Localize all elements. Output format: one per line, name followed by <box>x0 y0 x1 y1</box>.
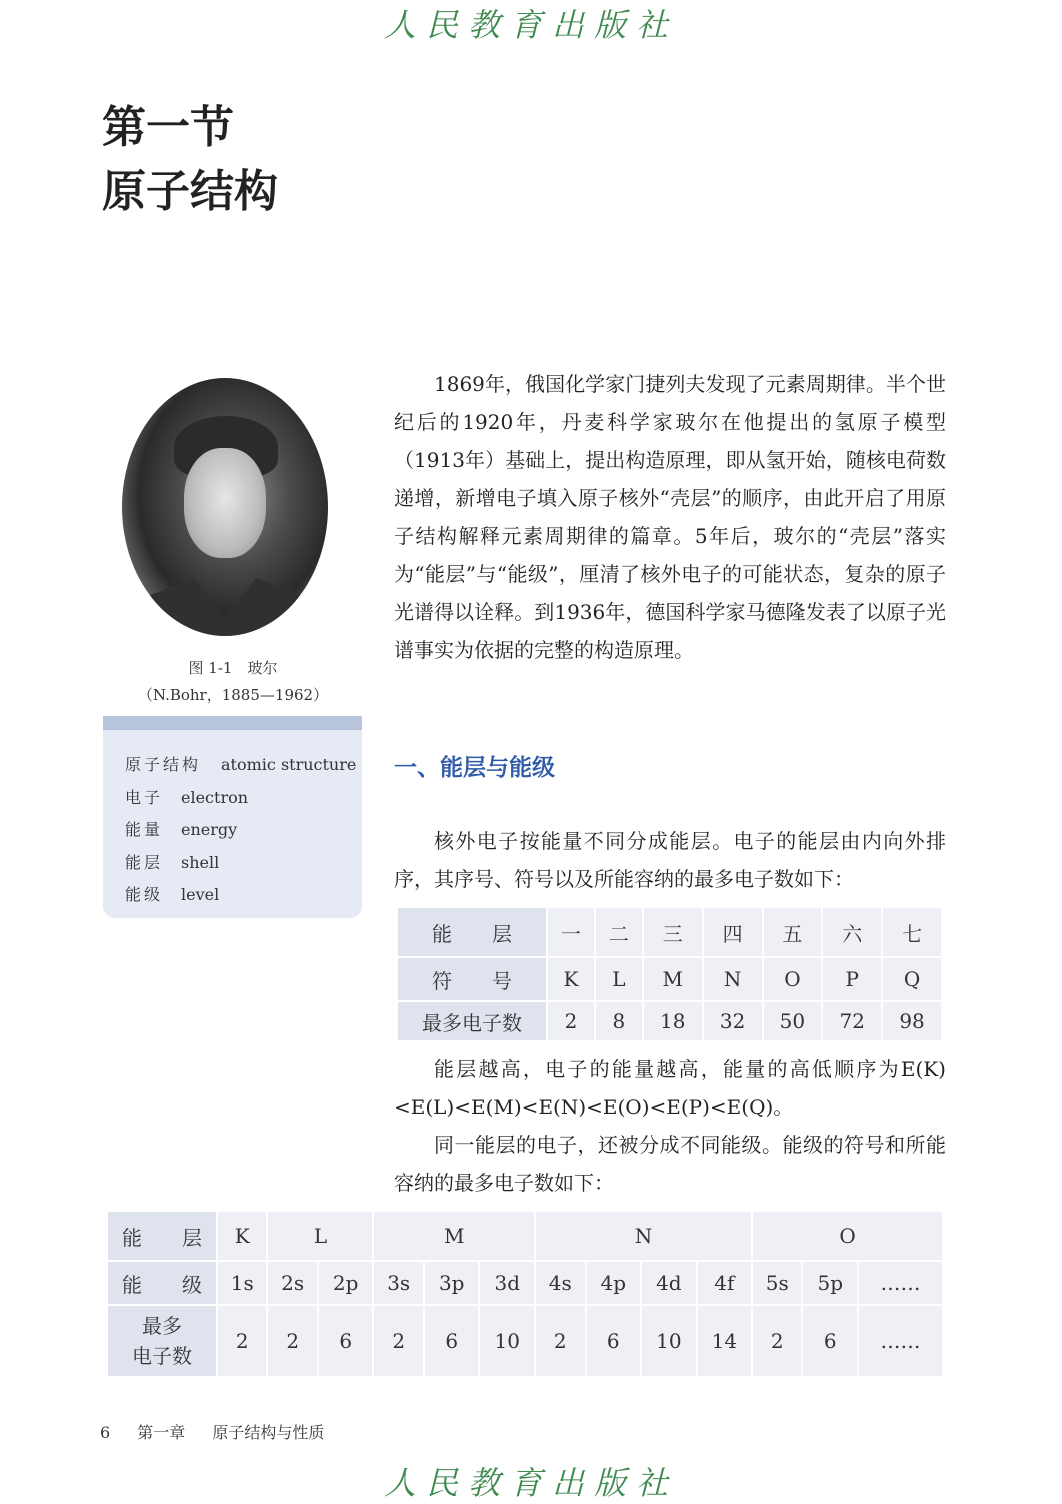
vocab-en: energy <box>181 820 238 839</box>
vocab-zh: 能级 <box>125 885 164 904</box>
table-cell: 四 <box>703 907 763 957</box>
shell-cell: M <box>373 1211 535 1261</box>
table-row <box>397 907 942 957</box>
table-cell: Q <box>882 957 942 1001</box>
max-cell: …… <box>858 1305 943 1377</box>
row-label: 最多电子数 <box>397 1001 547 1041</box>
vocab-item <box>125 850 219 873</box>
table-cell: 32 <box>703 1001 763 1041</box>
vocab-en: atomic structure <box>221 755 357 774</box>
table-row <box>107 1305 943 1377</box>
vocab-item <box>125 752 356 775</box>
vocab-zh: 能层 <box>125 853 164 872</box>
table-cell: 六 <box>822 907 882 957</box>
sublevel-text: 同一能层的电子，还被分成不同能级。能级的符号和所能容纳的最多电子数如下： <box>394 1133 946 1195</box>
row-label-line: 最多 <box>142 1314 182 1338</box>
level-cell: 1s <box>217 1261 267 1305</box>
portrait-face <box>184 448 266 558</box>
max-cell: 6 <box>318 1305 374 1377</box>
table-cell: K <box>547 957 595 1001</box>
level-cell: 4p <box>586 1261 642 1305</box>
page-footer <box>100 1420 346 1443</box>
table-cell: 五 <box>763 907 823 957</box>
row-label: 能 层 <box>107 1211 217 1261</box>
level-cell: 2p <box>318 1261 374 1305</box>
vocab-item <box>125 882 219 905</box>
table-cell: 二 <box>595 907 643 957</box>
portrait-coat <box>122 578 328 636</box>
table-cell: 18 <box>643 1001 703 1041</box>
table-row <box>397 1001 942 1041</box>
level-cell: 4f <box>697 1261 752 1305</box>
level-cell: 2s <box>267 1261 317 1305</box>
table-cell: M <box>643 957 703 1001</box>
section-number: 第一节 <box>102 102 234 153</box>
energy-order-text: 能层越高，电子的能量越高，能量的高低顺序为E(K)<E(L)<E(M)<E(N)<E(O)<E(P)<E(Q)。 <box>394 1057 946 1119</box>
publisher-logo-top: 人民教育出版社 <box>383 6 678 44</box>
bohr-portrait <box>122 378 328 636</box>
row-label <box>107 1305 217 1377</box>
intro-text: 1869年，俄国化学家门捷列夫发现了元素周期律。半个世纪后的1920年，丹麦科学家玻尔在他提出的氢原子模型（1913年）基础上，提出构造原理，即从氢开始，随核电荷数递增，新增电子填入原子核外“壳层”的顺序，由此开启了用原子结构解释元素周期律的篇章。5年后，玻尔的“壳层”落实为“能层”与“能级”，厘清了核外电子的可能状态，复杂的原子光谱得以诠释。到1936年，德国科学家马德隆发表了以原子光谱事实为依据的完整的构造原理。 <box>394 372 946 662</box>
max-cell: 2 <box>752 1305 802 1377</box>
table-cell: 50 <box>763 1001 823 1041</box>
row-label: 符 号 <box>397 957 547 1001</box>
table-row <box>107 1261 943 1305</box>
shell-cell: K <box>217 1211 267 1261</box>
level-cell: 5p <box>802 1261 858 1305</box>
publisher-logo-bottom: 人民教育出版社 <box>383 1464 678 1502</box>
vocab-en: electron <box>181 788 249 807</box>
max-cell: 2 <box>373 1305 423 1377</box>
table-cell: P <box>822 957 882 1001</box>
max-cell: 2 <box>267 1305 317 1377</box>
section-title: 原子结构 <box>102 166 278 217</box>
row-label-line: 电子数 <box>132 1344 192 1368</box>
max-cell: 6 <box>424 1305 480 1377</box>
vocab-en: level <box>181 885 220 904</box>
row-label: 能 级 <box>107 1261 217 1305</box>
vocab-en: shell <box>181 853 220 872</box>
level-cell: 3p <box>424 1261 480 1305</box>
table-cell: 72 <box>822 1001 882 1041</box>
sublevel-table <box>106 1210 944 1378</box>
intro-paragraph <box>394 365 946 669</box>
max-cell: 10 <box>479 1305 535 1377</box>
row-label: 能 层 <box>397 907 547 957</box>
table-row <box>397 957 942 1001</box>
max-cell: 14 <box>697 1305 752 1377</box>
shell-cell: O <box>752 1211 943 1261</box>
table-cell: N <box>703 957 763 1001</box>
section-heading: 一、能层与能级 <box>394 755 555 781</box>
vocabulary-box-header-bar <box>103 716 362 730</box>
level-cell: …… <box>858 1261 943 1305</box>
vocab-zh: 能量 <box>125 820 164 839</box>
level-cell: 4d <box>641 1261 697 1305</box>
level-cell: 3s <box>373 1261 423 1305</box>
chapter-label: 第一章 <box>137 1423 186 1442</box>
vocab-zh: 电子 <box>125 788 164 807</box>
page-title <box>102 96 278 224</box>
shell-table <box>396 906 943 1042</box>
vocab-zh: 原子结构 <box>125 755 202 774</box>
max-cell: 2 <box>535 1305 585 1377</box>
table-cell: 2 <box>547 1001 595 1041</box>
table-cell: 8 <box>595 1001 643 1041</box>
table-cell: L <box>595 957 643 1001</box>
vocabulary-box <box>103 716 362 918</box>
vocab-item <box>125 785 248 808</box>
shell-cell: L <box>267 1211 373 1261</box>
shell-paragraph <box>394 822 946 898</box>
figure-subcaption: （N.Bohr，1885—1962） <box>137 686 329 704</box>
chapter-title: 原子结构与性质 <box>212 1423 325 1442</box>
level-cell: 5s <box>752 1261 802 1305</box>
figure-caption: 图 1-1 玻尔 <box>188 659 278 677</box>
table-cell: 三 <box>643 907 703 957</box>
level-cell: 4s <box>535 1261 585 1305</box>
table-row <box>107 1211 943 1261</box>
max-cell: 2 <box>217 1305 267 1377</box>
shell-cell: N <box>535 1211 752 1261</box>
table-cell: 一 <box>547 907 595 957</box>
page-number: 6 <box>100 1423 111 1442</box>
max-cell: 6 <box>802 1305 858 1377</box>
table-cell: O <box>763 957 823 1001</box>
table-cell: 98 <box>882 1001 942 1041</box>
table-cell: 七 <box>882 907 942 957</box>
max-cell: 10 <box>641 1305 697 1377</box>
shell-text: 核外电子按能量不同分成能层。电子的能层由内向外排序，其序号、符号以及所能容纳的最多电子数如下： <box>394 829 946 891</box>
energy-order-paragraph <box>394 1050 946 1202</box>
vocab-item <box>125 817 237 840</box>
level-cell: 3d <box>479 1261 535 1305</box>
max-cell: 6 <box>586 1305 642 1377</box>
